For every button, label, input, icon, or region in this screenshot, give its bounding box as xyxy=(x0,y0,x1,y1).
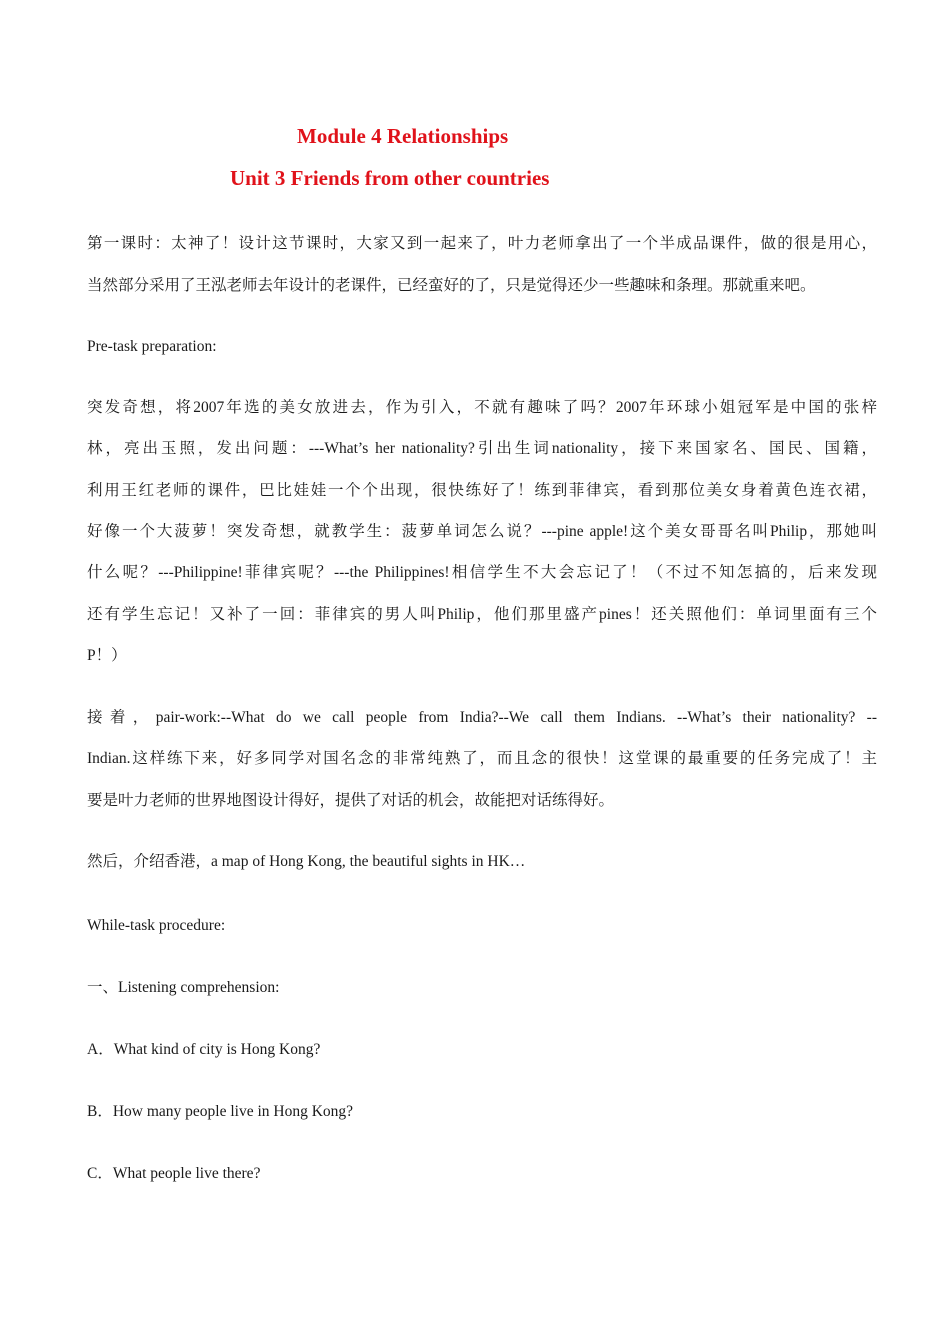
pretask-line-1: 突发奇想，将2007年选的美女放进去，作为引入，不就有趣味了吗？2007年环球小姐冠军是中国的张梓 xyxy=(87,399,877,416)
question-a: A．What kind of city is Hong Kong? xyxy=(87,1041,321,1058)
question-c: C．What people live there? xyxy=(87,1165,261,1182)
intro-line-2: 当然部分采用了王泓老师去年设计的老课件，已经蛮好的了，只是觉得还少一些趣味和条理。那就重来吧。 xyxy=(87,277,816,294)
intro-line-1: 第一课时：太神了！设计这节课时，大家又到一起来了，叶力老师拿出了一个半成品课件，做的很是用心， xyxy=(87,235,877,252)
pretask-line-7: P！） xyxy=(87,647,127,664)
hk-intro-line: 然后，介绍香港，a map of Hong Kong, the beautiful sights in HK… xyxy=(87,853,526,870)
pretask-line-5: 什么呢？---Philippine!菲律宾呢？---the Philippines!相信学生不大会忘记了！（不过不知怎搞的，后来发现 xyxy=(87,564,877,581)
pretask-line-3: 利用王红老师的课件，巴比娃娃一个个出现，很快练好了！练到菲律宾，看到那位美女身着黄色连衣裙， xyxy=(87,482,877,499)
pair-line-1: 接着，pair-work:--What do we call people from India?--We call them Indians. --What’s their nationality? -- xyxy=(87,709,877,726)
pretask-line-4: 好像一个大菠萝！突发奇想，就教学生：菠萝单词怎么说？---pine apple!这个美女哥哥名叫Philip，那她叫 xyxy=(87,523,877,540)
pair-line-2: Indian.这样练下来，好多同学对国名念的非常纯熟了，而且念的很快！这堂课的最重要的任务完成了！主 xyxy=(87,750,877,767)
pretask-line-2: 林，亮出玉照，发出问题：---What’s her nationality?引出生词nationality，接下来国家名、国民、国籍， xyxy=(87,440,877,457)
module-title: Module 4 Relationships xyxy=(297,124,509,148)
unit-title: Unit 3 Friends from other countries xyxy=(230,166,550,190)
question-b: B．How many people live in Hong Kong? xyxy=(87,1103,354,1120)
pair-line-3: 要是叶力老师的世界地图设计得好，提供了对话的机会，故能把对话练得好。 xyxy=(87,792,615,809)
pretask-line-6: 还有学生忘记！又补了一回：菲律宾的男人叫Philip，他们那里盛产pines！还关照他们：单词里面有三个 xyxy=(87,606,877,623)
whiletask-heading: While-task procedure: xyxy=(87,917,226,934)
pretask-heading: Pre-task preparation: xyxy=(87,338,217,355)
listening-heading: 一、Listening comprehension: xyxy=(87,979,280,996)
